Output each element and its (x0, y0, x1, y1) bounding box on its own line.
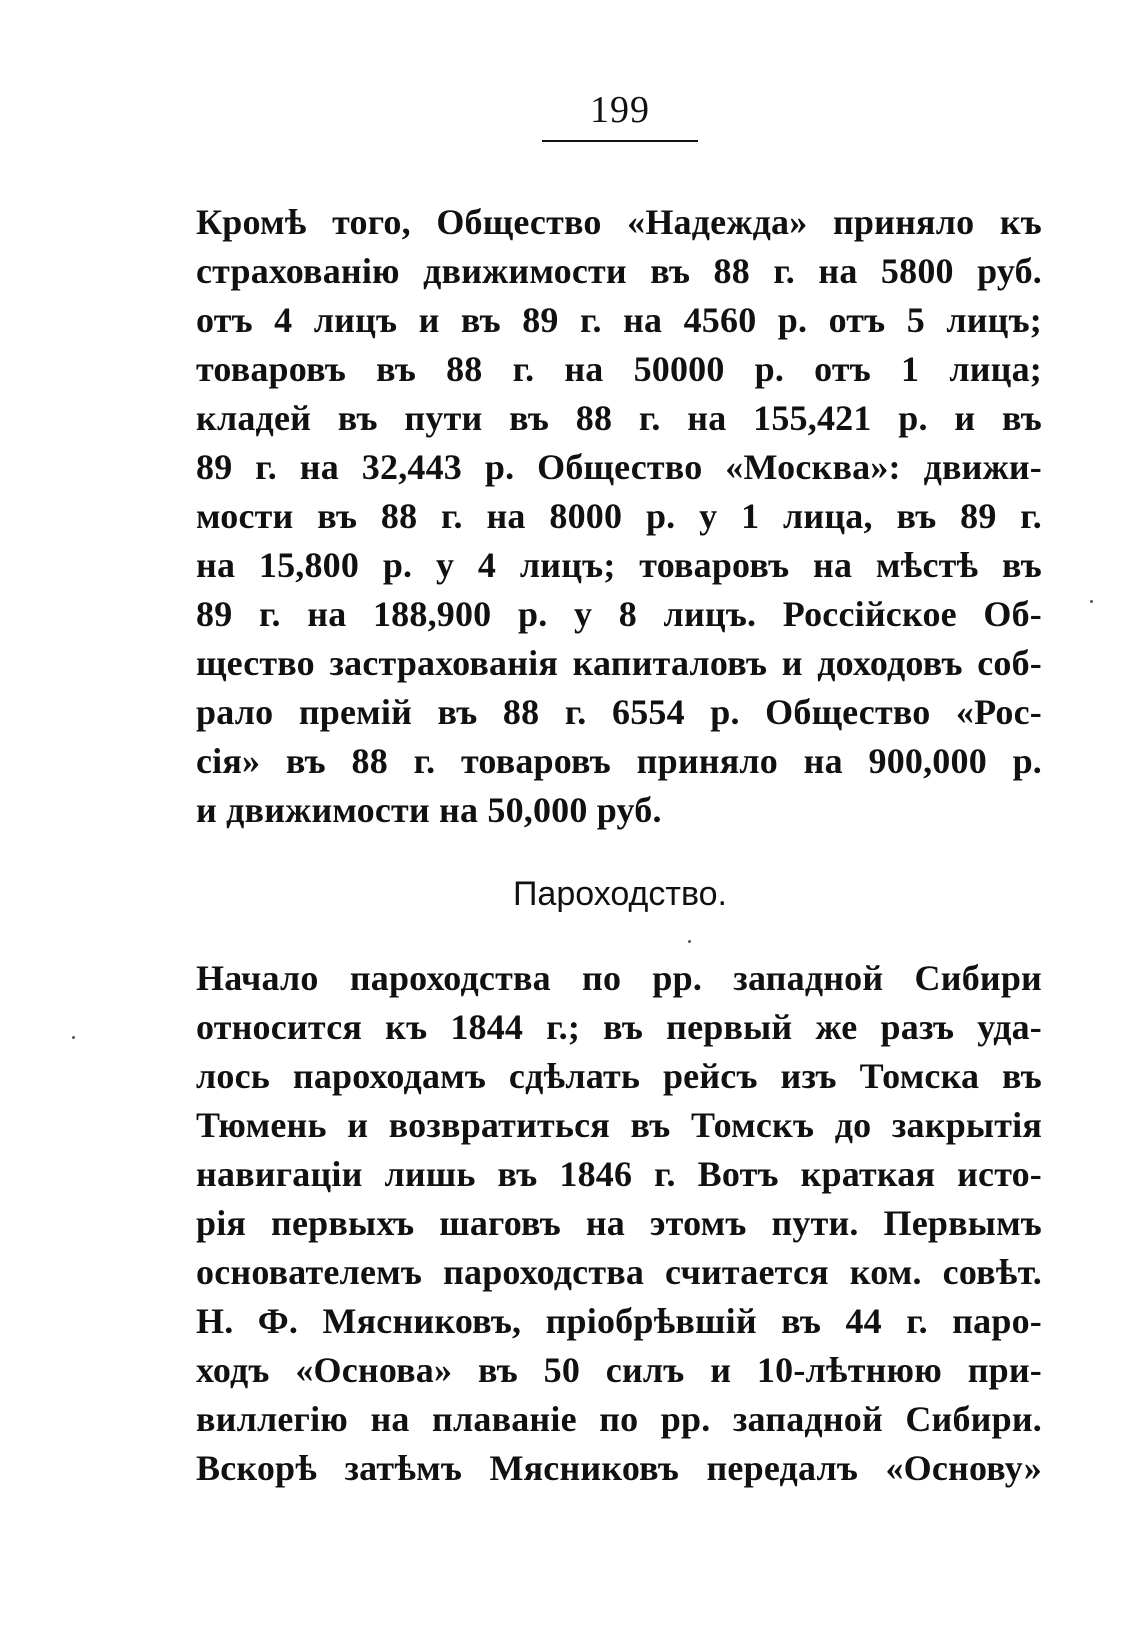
text-line: Тюмень и возвратиться въ Томскъ до закрытія (196, 1105, 1042, 1145)
text-line: рало премій въ 88 г. 6554 р. Общество «Рос- (196, 692, 1042, 732)
text-line: кладей въ пути въ 88 г. на 155,421 р. и въ (196, 398, 1042, 438)
text-line: навигаціи лишь въ 1846 г. Вотъ краткая исто- (196, 1154, 1042, 1194)
text-line: на 15,800 р. у 4 лицъ; товаровъ на мѣстѣ въ (196, 545, 1042, 585)
text-line: и движимости на 50,000 руб. (196, 790, 662, 830)
text-line: 89 г. на 32,443 р. Общество «Москва»: движи- (196, 447, 1042, 487)
print-speck (688, 940, 691, 943)
print-speck (72, 1036, 75, 1039)
page-number-rule (542, 140, 698, 142)
text-line: сія» въ 88 г. товаровъ приняло на 900,000 р. (196, 741, 1042, 781)
text-line: 89 г. на 188,900 р. у 8 лицъ. Россійское Об- (196, 594, 1042, 634)
text-line: Кромѣ того, Общество «Надежда» приняло къ (196, 202, 1042, 242)
paragraph-insurance (196, 198, 1042, 835)
text-line: щество застрахованія капиталовъ и доходовъ соб- (196, 643, 1042, 683)
text-line: относится къ 1844 г.; въ первый же разъ уда- (196, 1007, 1042, 1047)
text-line: основателемъ пароходства считается ком. совѣт. (196, 1252, 1042, 1292)
page-number: 199 (590, 89, 650, 131)
print-speck (1090, 600, 1093, 603)
text-line: товаровъ въ 88 г. на 50000 р. отъ 1 лица; (196, 349, 1042, 389)
text-line: Начало пароходства по рр. западной Сибири (196, 958, 1042, 998)
text-line: ходъ «Основа» въ 50 силъ и 10-лѣтнюю при- (196, 1350, 1042, 1390)
text-line: Вскорѣ затѣмъ Мясниковъ передалъ «Основу» (196, 1448, 1042, 1488)
text-line: лось пароходамъ сдѣлать рейсъ изъ Томска въ (196, 1056, 1042, 1096)
text-line: виллегію на плаваніе по рр. западной Сибири. (196, 1399, 1042, 1439)
paragraph-steamships (196, 954, 1042, 1493)
section-heading: Пароходство. (512, 875, 727, 913)
text-line: мости въ 88 г. на 8000 р. у 1 лица, въ 89 г. (196, 496, 1042, 536)
text-line: отъ 4 лицъ и въ 89 г. на 4560 р. отъ 5 лицъ; (196, 300, 1042, 340)
text-line: рія первыхъ шаговъ на этомъ пути. Первымъ (196, 1203, 1042, 1243)
text-line: страхованію движимости въ 88 г. на 5800 руб. (196, 251, 1042, 291)
text-line: Н. Ф. Мясниковъ, пріобрѣвшій въ 44 г. паро- (196, 1301, 1042, 1341)
